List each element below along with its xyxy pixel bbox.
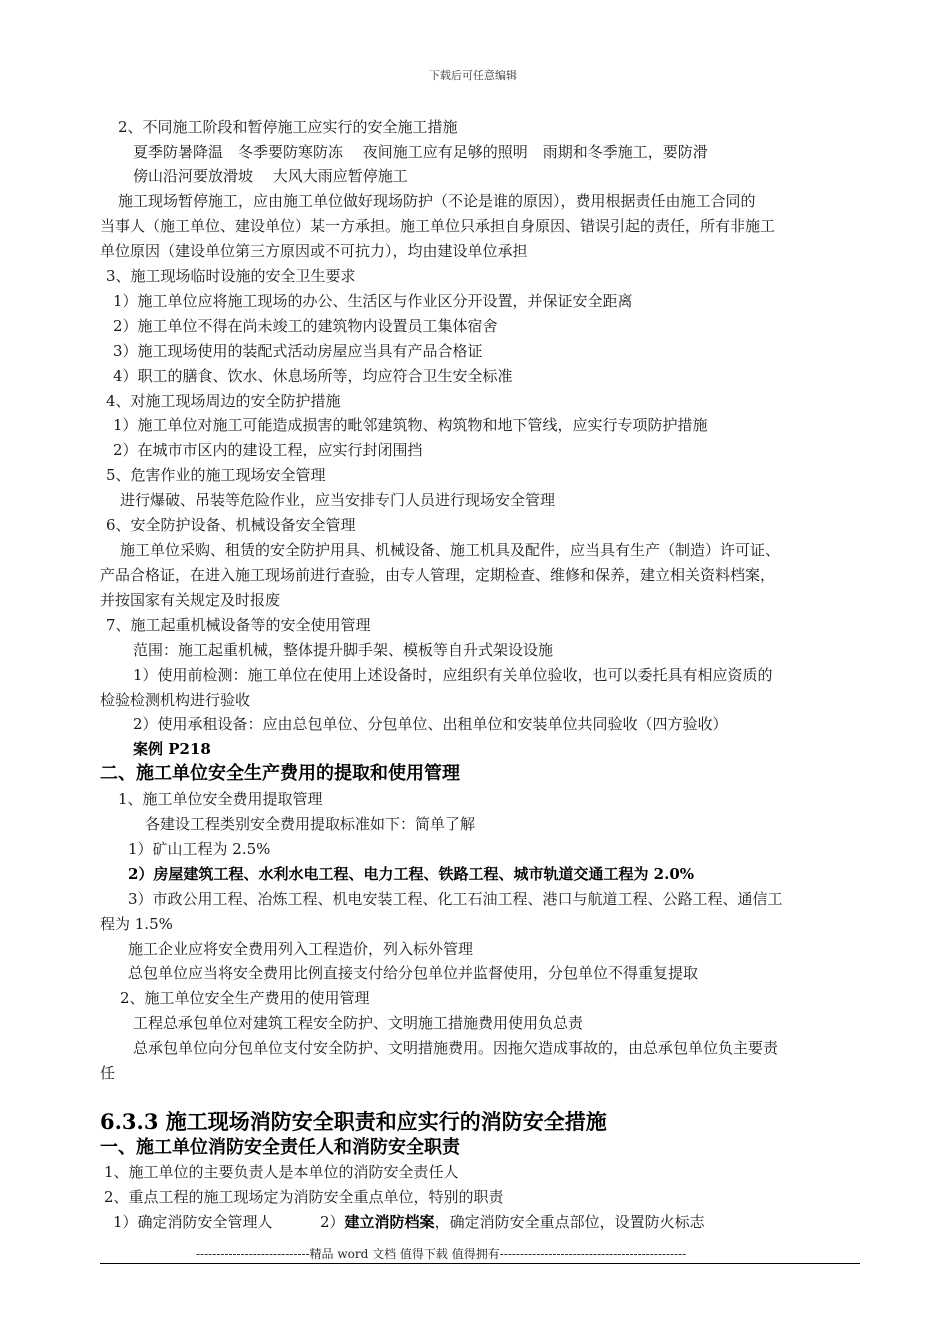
text-line: 2）在城市市区内的建设工程，应实行封闭围挡 — [113, 441, 423, 459]
text-line: 进行爆破、吊装等危险作业，应当安排专门人员进行现场安全管理 — [120, 491, 556, 509]
text-line: 2）施工单位不得在尚未竣工的建筑物内设置员工集体宿舍 — [113, 317, 498, 335]
text-line: 1）施工单位应将施工现场的办公、生活区与作业区分开设置，并保证安全距离 — [113, 292, 633, 310]
text-line: 任 — [100, 1064, 116, 1082]
text-line: 夏季防暑降温 冬季要防寒防冻 夜间施工应有足够的照明 雨期和冬季施工，要防滑 — [133, 143, 708, 161]
section-heading: 5、危害作业的施工现场安全管理 — [106, 466, 326, 484]
text-line: 产品合格证，在进入施工现场前进行查验，由专人管理，定期检查、维修和保养，建立相关资料档案， — [100, 566, 776, 584]
section-heading: 6、安全防护设备、机械设备安全管理 — [106, 516, 356, 534]
page-header: 下载后可任意编辑 — [429, 69, 517, 82]
text-line-mixed — [320, 1212, 705, 1232]
text-line: 总包单位应当将安全费用比例直接支付给分包单位并监督使用，分包单位不得重复提取 — [128, 964, 699, 982]
section-heading: 3、施工现场临时设施的安全卫生要求 — [106, 267, 356, 285]
text-line: 1）矿山工程为 2.5% — [128, 840, 271, 858]
text-line: 范围：施工起重机械，整体提升脚手架、模板等自升式架设设施 — [133, 641, 554, 659]
section-title: 二、施工单位安全生产费用的提取和使用管理 — [100, 763, 460, 784]
footer-rule — [100, 1263, 860, 1264]
text-line: 1）施工单位对施工可能造成损害的毗邻建筑物、构筑物和地下管线，应实行专项防护措施 — [113, 416, 708, 434]
text-line: 各建设工程类别安全费用提取标准如下：简单了解 — [145, 815, 476, 833]
section-heading: 2、施工单位安全生产费用的使用管理 — [120, 989, 370, 1007]
text-line: 单位原因（建设单位第三方原因或不可抗力），均由建设单位承担 — [100, 242, 528, 260]
text-line: 检验检测机构进行验收 — [100, 691, 251, 709]
text-line: 傍山沿河要放滑坡 大风大雨应暂停施工 — [133, 167, 408, 185]
section-title: 一、施工单位消防安全责任人和消防安全职责 — [100, 1137, 460, 1158]
text-line: 3）施工现场使用的装配式活动房屋应当具有产品合格证 — [113, 342, 483, 360]
text-line-bold: 2）房屋建筑工程、水利水电工程、电力工程、铁路工程、城市轨道交通工程为 2.0% — [128, 865, 695, 883]
text-line: 当事人（施工单位、建设单位）某一方承担。施工单位只承担自身原因、错误引起的责任，所有非施工 — [100, 217, 776, 235]
text-line: 4）职工的膳食、饮水、休息场所等，均应符合卫生安全标准 — [113, 367, 513, 385]
text-line: 1、施工单位的主要负责人是本单位的消防安全责任人 — [104, 1163, 459, 1181]
text-line: 并按国家有关规定及时报废 — [100, 591, 281, 609]
text-line: 2、重点工程的施工现场定为消防安全重点单位，特别的职责 — [104, 1188, 504, 1206]
section-heading: 1、施工单位安全费用提取管理 — [118, 790, 323, 808]
text-line: 程为 1.5% — [100, 915, 173, 933]
emphasis-text: 建立消防档案 — [344, 1213, 435, 1231]
text-line: 1）确定消防安全管理人 — [113, 1213, 273, 1231]
text-line: 施工单位采购、租赁的安全防护用具、机械设备、施工机具及配件，应当具有生产（制造）许可证、 — [120, 541, 781, 559]
text-line: 施工现场暂停施工，应由施工单位做好现场防护（不论是谁的原因），费用根据责任由施工合同的 — [118, 192, 756, 210]
item-number: 2） — [320, 1213, 345, 1231]
item-text: ，确定消防安全重点部位，设置防火标志 — [434, 1213, 705, 1231]
text-line: 3）市政公用工程、冶炼工程、机电安装工程、化工石油工程、港口与航道工程、公路工程、通信工 — [128, 890, 783, 908]
case-reference: 案例 P218 — [133, 740, 211, 758]
text-line: 2）使用承租设备：应由总包单位、分包单位、出租单位和安装单位共同验收（四方验收） — [133, 715, 728, 733]
text-line: 2、不同施工阶段和暂停施工应实行的安全施工措施 — [118, 118, 458, 136]
text-line: 施工企业应将安全费用列入工程造价，列入标外管理 — [128, 940, 474, 958]
text-line: 1）使用前检测：施工单位在使用上述设备时，应组织有关单位验收，也可以委托具有相应资质的 — [133, 666, 773, 684]
section-heading: 4、对施工现场周边的安全防护措施 — [106, 392, 341, 410]
section-heading: 7、施工起重机械设备等的安全使用管理 — [106, 616, 371, 634]
chapter-title: 6.3.3 施工现场消防安全职责和应实行的消防安全措施 — [100, 1109, 607, 1134]
text-line: 工程总承包单位对建筑工程安全防护、文明施工措施费用使用负总责 — [133, 1014, 584, 1032]
text-line: 总承包单位向分包单位支付安全防护、文明措施费用。因拖欠造成事故的，由总承包单位负主要责 — [133, 1039, 779, 1057]
page-footer: ----------------------------精品 word 文档 值得下载 值得拥有---------------------------------------------- — [196, 1247, 687, 1261]
